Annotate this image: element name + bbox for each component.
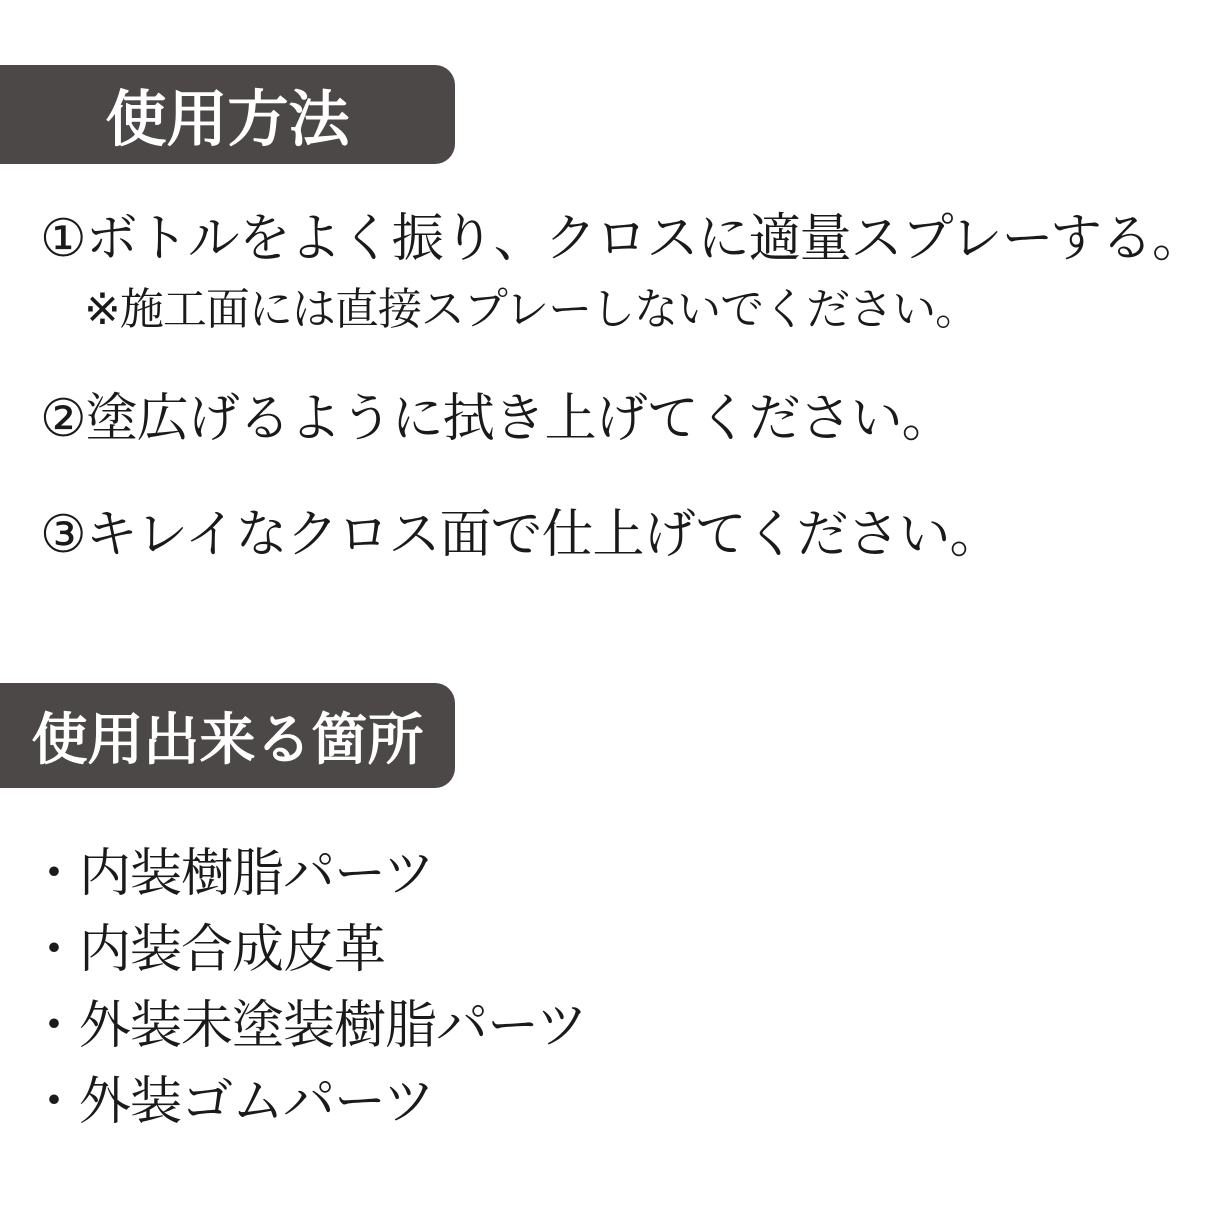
list-item: ・外装ゴムパーツ (28, 1073, 434, 1131)
applicable-section-header (0, 683, 455, 788)
usage-section-header (0, 65, 455, 164)
usage-step-1-note: ※施工面には直接スプレーしないでください。 (84, 285, 979, 334)
list-item: ・外装未塗装樹脂パーツ (28, 997, 587, 1055)
applicable-items-list (28, 836, 587, 1140)
usage-section-title: 使用方法 (105, 85, 350, 153)
usage-step-3: ③キレイなクロス面で仕上げてください。 (40, 506, 1001, 564)
usage-step-2: ②塗広げるように拭き上げてください。 (40, 390, 953, 448)
applicable-section-title: 使用出来る箇所 (31, 707, 424, 771)
list-item: ・内装樹脂パーツ (28, 845, 434, 903)
list-item: ・内装合成皮革 (28, 921, 386, 979)
usage-step-1: ①ボトルをよく振り、クロスに適量スプレーする。 (40, 210, 1203, 268)
